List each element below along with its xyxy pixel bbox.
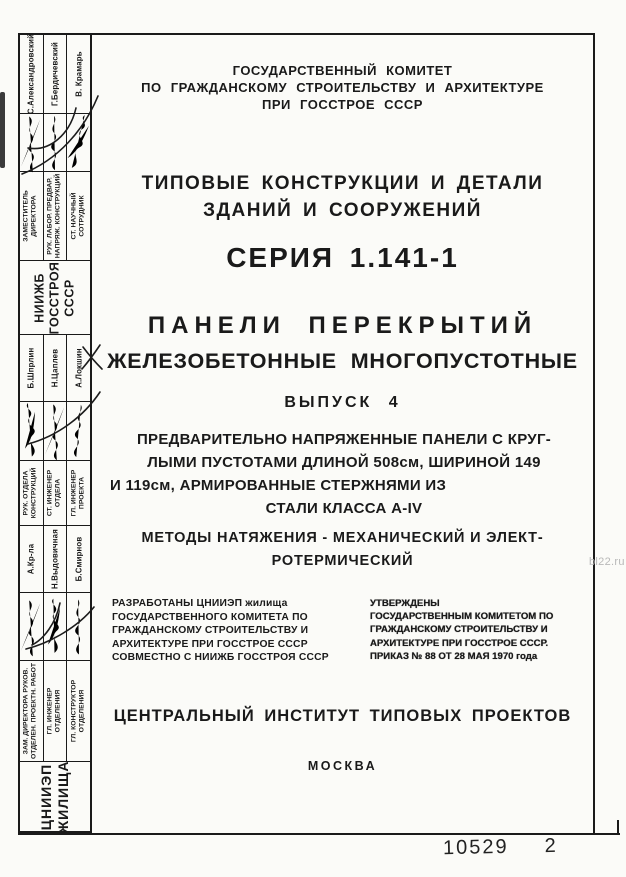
signatures-row <box>20 593 90 661</box>
job-title-line: ЗАМ. ДИРЕКТОРА РУКОВ. <box>22 667 30 755</box>
name-cell <box>66 35 90 113</box>
approved-line: АРХИТЕКТУРЕ ПРИ ГОССТРОЕ СССР. <box>370 637 549 649</box>
job-title-line: СТ. ИНЖЕНЕР <box>46 469 54 517</box>
series-heading-line: ЗДАНИЙ И СООРУЖЕНИЙ <box>203 200 482 221</box>
job-title-line: ЗАМЕСТИТЕЛЬ <box>22 190 30 242</box>
signatures-row <box>20 114 90 172</box>
job-title-line: КОНСТРУКЦИЙ <box>31 467 39 519</box>
document-title-line2: ЖЕЛЕЗОБЕТОННЫЕ МНОГОПУСТОТНЫЕ <box>107 349 578 373</box>
job-title-line: ГЛ. КОНСТРУКТОР <box>70 679 78 743</box>
org-row-niizhb <box>20 261 90 335</box>
job-title-cell <box>66 661 90 761</box>
handwritten-doc-number: 10529 <box>442 835 509 860</box>
names-row-cniiep-1 <box>20 335 90 402</box>
tensioning-methods <box>92 527 593 573</box>
description-line: ЛЫМИ ПУСТОТАМИ ДЛИНОЙ 508см, ШИРИНОЙ 149 <box>147 454 541 471</box>
description-line: СТАЛИ КЛАССА А-IV <box>265 500 423 517</box>
job-title-cell <box>43 172 67 260</box>
developed-line: СОВМЕСТНО С НИИЖБ ГОССТРОЯ СССР <box>112 652 329 664</box>
job-title-line: РУК. ОТДЕЛА <box>22 470 30 516</box>
developed-line: ГОСУДАРСТВЕННОГО КОМИТЕТА ПО <box>112 611 308 623</box>
signature-cell <box>43 114 67 171</box>
signatory-name: Б.Смирнов <box>74 536 83 582</box>
job-title-line: СОТРУДНИК <box>78 195 86 237</box>
job-title-line: СТ. НАУЧНЫЙ <box>70 192 78 240</box>
description-line: И 119см, АРМИРОВАННЫЕ СТЕРЖНЯМИ ИЗ <box>110 477 447 494</box>
signatory-name: Н.Выдовичная <box>50 529 60 589</box>
org-cell <box>20 261 90 334</box>
signature-icon <box>44 114 66 172</box>
titles-row-cniiep-1 <box>20 461 90 526</box>
methods-line: РОТЕРМИЧЕСКИЙ <box>271 553 414 569</box>
name-cell <box>43 526 67 592</box>
name-cell <box>66 335 90 401</box>
signature-cell <box>66 114 90 171</box>
signatory-name: А.Локшин <box>74 348 83 388</box>
job-title-cell <box>20 661 43 761</box>
org-cell <box>20 762 90 831</box>
name-cell <box>43 35 67 113</box>
job-title-cell <box>66 461 90 525</box>
series-number: СЕРИЯ 1.141-1 <box>226 242 459 273</box>
signature-icon <box>64 111 94 173</box>
developed-line: РАЗРАБОТАНЫ ЦНИИЭП жилища <box>112 598 288 609</box>
names-row-niizhb <box>20 35 90 114</box>
names-row-cniiep-2 <box>20 526 90 593</box>
signature-icon <box>65 402 93 460</box>
publishing-institute: ЦЕНТРАЛЬНЫЙ ИНСТИТУТ ТИПОВЫХ ПРОЕКТОВ <box>113 707 572 725</box>
approved-line: ГРАЖДАНСКОМУ СТРОИТЕЛЬСТВУ И <box>370 624 548 636</box>
signature-cell <box>20 593 43 660</box>
signature-cell <box>43 402 67 460</box>
signature-cell <box>20 114 43 171</box>
scan-smudge <box>0 92 5 168</box>
handwritten-page-number: 2 <box>544 834 558 858</box>
developed-line: ГРАЖДАНСКОМУ СТРОИТЕЛЬСТВУ И <box>112 625 309 637</box>
org-row-cniiep <box>20 762 90 831</box>
job-title-cell <box>43 461 67 525</box>
job-title-line: ОТДЕЛЕН. ПРОЕКТН. РАБОТ <box>31 662 39 760</box>
titles-row-cniiep-2 <box>20 661 90 762</box>
handwritten-numbers <box>443 835 558 860</box>
signatory-name: Н.Цаплев <box>50 348 60 388</box>
frame-right-line <box>593 33 595 835</box>
name-cell <box>20 335 43 401</box>
frame-end-tick <box>617 820 619 835</box>
signatory-name: С.Александровский <box>26 33 36 115</box>
committee-line: ГОСУДАРСТВЕННЫЙ КОМИТЕТ <box>232 63 453 78</box>
name-cell <box>20 35 43 113</box>
signatory-name: В. Крамарь <box>74 51 83 97</box>
signature-cell <box>43 593 67 660</box>
org-name-line: СССР <box>62 278 77 317</box>
signature-cell <box>66 593 90 660</box>
job-title-line: ОТДЕЛЕНИЯ <box>55 689 62 733</box>
signature-icon <box>20 113 42 173</box>
job-title-line: НАПРЯЖ. КОНСТРУКЦИЙ <box>55 173 62 259</box>
org-name-line: ЖИЛИЩА <box>55 760 71 833</box>
city: МОСКВА <box>307 759 378 773</box>
job-title-cell <box>43 661 67 761</box>
signatory-name: А.Кр-ла <box>26 543 36 575</box>
developed-by-block <box>112 597 368 665</box>
signatures-row <box>20 402 90 461</box>
name-cell <box>20 526 43 592</box>
committee-header <box>92 62 593 113</box>
signature-icon <box>40 594 69 658</box>
description-line: ПРЕДВАРИТЕЛЬНО НАПРЯЖЕННЫЕ ПАНЕЛИ С КРУГ- <box>136 431 552 448</box>
site-watermark: bl22.ru <box>589 556 625 568</box>
approved-line: ПРИКАЗ № 88 ОТ 28 МАЯ 1970 года <box>370 650 538 662</box>
methods-line: МЕТОДЫ НАТЯЖЕНИЯ - МЕХАНИЧЕСКИЙ И ЭЛЕКТ- <box>141 530 544 546</box>
job-title-cell <box>20 461 43 525</box>
job-title-cell <box>66 172 90 260</box>
series-heading <box>92 170 593 224</box>
signatory-name: Б.Шпрлин <box>26 347 36 389</box>
approved-by-block <box>370 597 596 663</box>
job-title-line: ОТДЕЛА <box>55 478 62 508</box>
signature-cell <box>66 402 90 460</box>
job-title-line: ГЛ. ИНЖЕНЕР <box>46 687 54 735</box>
name-cell <box>43 335 67 401</box>
issue-number: ВЫПУСК 4 <box>284 394 401 411</box>
developed-line: АРХИТЕКТУРЕ ПРИ ГОССТРОЕ СССР <box>112 638 308 650</box>
job-title-line: ДИРЕКТОРА <box>31 195 39 237</box>
titles-row-niizhb <box>20 172 90 261</box>
committee-line: ПО ГРАЖДАНСКОМУ СТРОИТЕЛЬСТВУ И АРХИТЕКТУРЕ <box>141 80 544 95</box>
approval-stamp-table <box>18 33 92 833</box>
org-name-line: ЦНИИЭП <box>38 763 54 830</box>
committee-line: ПРИ ГОССТРОЕ СССР <box>262 97 423 112</box>
org-name-line: ГОССТРОЯ <box>47 261 62 334</box>
frame-top-line <box>18 33 595 35</box>
panel-description <box>110 428 578 520</box>
job-title-line: ОТДЕЛЕНИЯ <box>78 689 86 733</box>
org-name-line: НИИЖБ <box>32 272 47 323</box>
approved-line: УТВЕРЖДЕНЫ <box>370 598 440 609</box>
job-title-line: ПРОЕКТА <box>78 476 86 510</box>
job-title-cell <box>20 172 43 260</box>
signature-icon <box>20 595 42 659</box>
approved-line: ГОСУДАРСТВЕННЫМ КОМИТЕТОМ ПО <box>370 611 554 623</box>
signature-icon <box>68 597 90 657</box>
series-heading-line: ТИПОВЫЕ КОНСТРУКЦИИ И ДЕТАЛИ <box>141 173 544 194</box>
signature-icon <box>44 401 66 461</box>
job-title-line: РУК. ЛАБОР. ПРЕДВАР. <box>46 177 54 255</box>
document-title-line1: ПАНЕЛИ ПЕРЕКРЫТИЙ <box>147 312 538 339</box>
name-cell <box>66 526 90 592</box>
job-title-line: ГЛ. ИНЖЕНЕР <box>70 469 78 517</box>
signature-cell <box>20 402 43 460</box>
signatory-name: Г.Бердичевский <box>50 42 60 106</box>
